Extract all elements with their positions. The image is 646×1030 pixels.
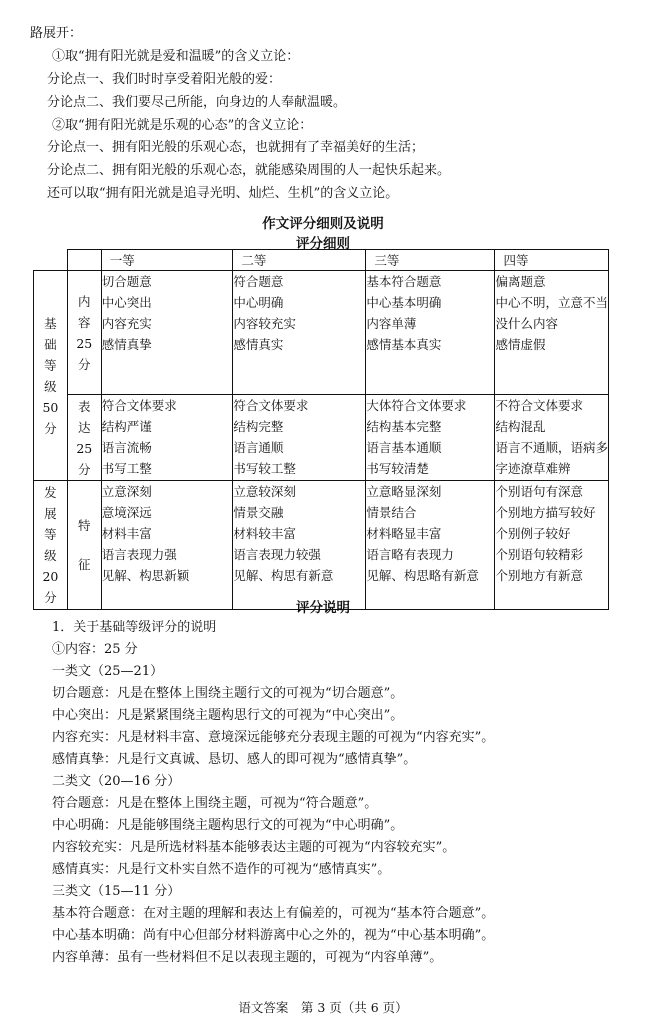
table-cell: 符合文体要求 结构严谨 语言流畅 书写工整	[101, 395, 233, 481]
group-label-basic: 基 础 等 级 50 分	[34, 271, 68, 481]
column-header: 二等	[233, 250, 366, 271]
explain-line: 中心突出：凡是紧紧围绕主题构思行文的可视为“中心突出”。	[52, 708, 404, 723]
table-cell: 个别语句有深意 个别地方描写较好 个别例子较好 个别语句较精彩 个别地方有新意	[495, 481, 609, 610]
sub-label-content: 内 容 25 分	[67, 271, 101, 395]
intro-line: 分论点一、拥有阳光般的乐观心态，也就拥有了幸福美好的生活；	[47, 140, 425, 155]
explain-line: 感情真实：凡是行文朴实自然不造作的可视为“感情真实”。	[52, 862, 391, 877]
explain-line: 一类文（25—21）	[52, 664, 164, 679]
explain-line: 感情真挚：凡是行文真诚、恳切、感人的即可视为“感情真挚”。	[52, 752, 417, 767]
intro-line: 分论点一、我们时时享受着阳光般的爱：	[47, 72, 282, 87]
intro-line: 分论点二、拥有阳光般的乐观心态，就能感染周围的人一起快乐起来。	[47, 163, 451, 178]
intro-line: ②取“拥有阳光就是乐观的心态”的含义立论：	[52, 118, 313, 133]
corner-cell	[34, 250, 68, 271]
scoring-table	[33, 249, 609, 610]
table-cell: 符合文体要求 结构完整 语言通顺 书写较工整	[233, 395, 366, 481]
intro-line: 还可以取“拥有阳光就是追寻光明、灿烂、生机”的含义立论。	[47, 186, 399, 201]
table-header-row	[34, 250, 609, 271]
explain-line: 中心明确：凡是能够围绕主题构思行文的可视为“中心明确”。	[52, 818, 404, 833]
table-cell: 切合题意 中心突出 内容充实 感情真挚	[101, 271, 233, 395]
explain-line: 切合题意：凡是在整体上围绕主题行文的可视为“切合题意”。	[52, 686, 404, 701]
table-cell: 符合题意 中心明确 内容较充实 感情真实	[233, 271, 366, 395]
explain-line: 二类文（20—16 分）	[52, 774, 181, 789]
section-heading: 作文评分细则及说明	[262, 216, 384, 232]
intro-line: 分论点二、我们要尽己所能，向身边的人奉献温暖。	[47, 95, 347, 110]
corner-cell	[67, 250, 101, 271]
table-cell: 不符合文体要求 结构混乱 语言不通顺，语病多 字迹潦草难辨	[495, 395, 609, 481]
page-footer: 语文答案 第 3 页（共 6 页）	[238, 1000, 408, 1015]
explain-line: 1．关于基础等级评分的说明	[52, 620, 217, 635]
table-cell: 立意深刻 意境深远 材料丰富 语言表现力强 见解、构思新颖	[101, 481, 233, 610]
table-cell: 立意较深刻 情景交融 材料较丰富 语言表现力较强 见解、构思有新意	[233, 481, 366, 610]
column-header: 三等	[366, 250, 495, 271]
table-cell: 立意略显深刻 情景结合 材料略显丰富 语言略有表现力 见解、构思略有新意	[366, 481, 495, 610]
group-label-development: 发 展 等 级 20 分	[34, 481, 68, 610]
explain-line: 符合题意：凡是在整体上围绕主题，可视为“符合题意”。	[52, 796, 378, 811]
explain-line: ①内容：25 分	[52, 642, 138, 657]
table-row	[34, 481, 609, 610]
intro-line: 路展开：	[30, 26, 83, 41]
table-cell: 偏离题意 中心不明，立意不当 没什么内容 感情虚假	[495, 271, 609, 395]
explain-line: 内容充实：凡是材料丰富、意境深远能够充分表现主题的可视为“内容充实”。	[52, 730, 495, 745]
column-header: 一等	[101, 250, 233, 271]
explain-line: 三类文（15—11 分）	[52, 884, 181, 899]
table-row	[34, 395, 609, 481]
table-cell: 基本符合题意 中心基本明确 内容单薄 感情基本真实	[366, 271, 495, 395]
explain-line: 内容较充实：凡是所选材料基本能够表达主题的可视为“内容较充实”。	[52, 840, 456, 855]
explain-heading: 评分说明	[296, 600, 350, 616]
explain-line: 基本符合题意：在对主题的理解和表达上有偏差的，可视为“基本符合题意”。	[52, 906, 495, 921]
explain-line: 中心基本明确：尚有中心但部分材料游离中心之外的，视为“中心基本明确”。	[52, 928, 495, 943]
sub-label-feature: 特 征	[67, 481, 101, 610]
table-heading: 评分细则	[296, 236, 350, 252]
table-row	[34, 271, 609, 395]
explain-line: 内容单薄：虽有一些材料但不足以表现主题的，可视为“内容单薄”。	[52, 950, 443, 965]
intro-line: ①取“拥有阳光就是爱和温暖”的含义立论：	[52, 49, 300, 64]
table-cell: 大体符合文体要求 结构基本完整 语言基本通顺 书写较清楚	[366, 395, 495, 481]
sub-label-expression: 表 达 25 分	[67, 395, 101, 481]
column-header: 四等	[495, 250, 609, 271]
